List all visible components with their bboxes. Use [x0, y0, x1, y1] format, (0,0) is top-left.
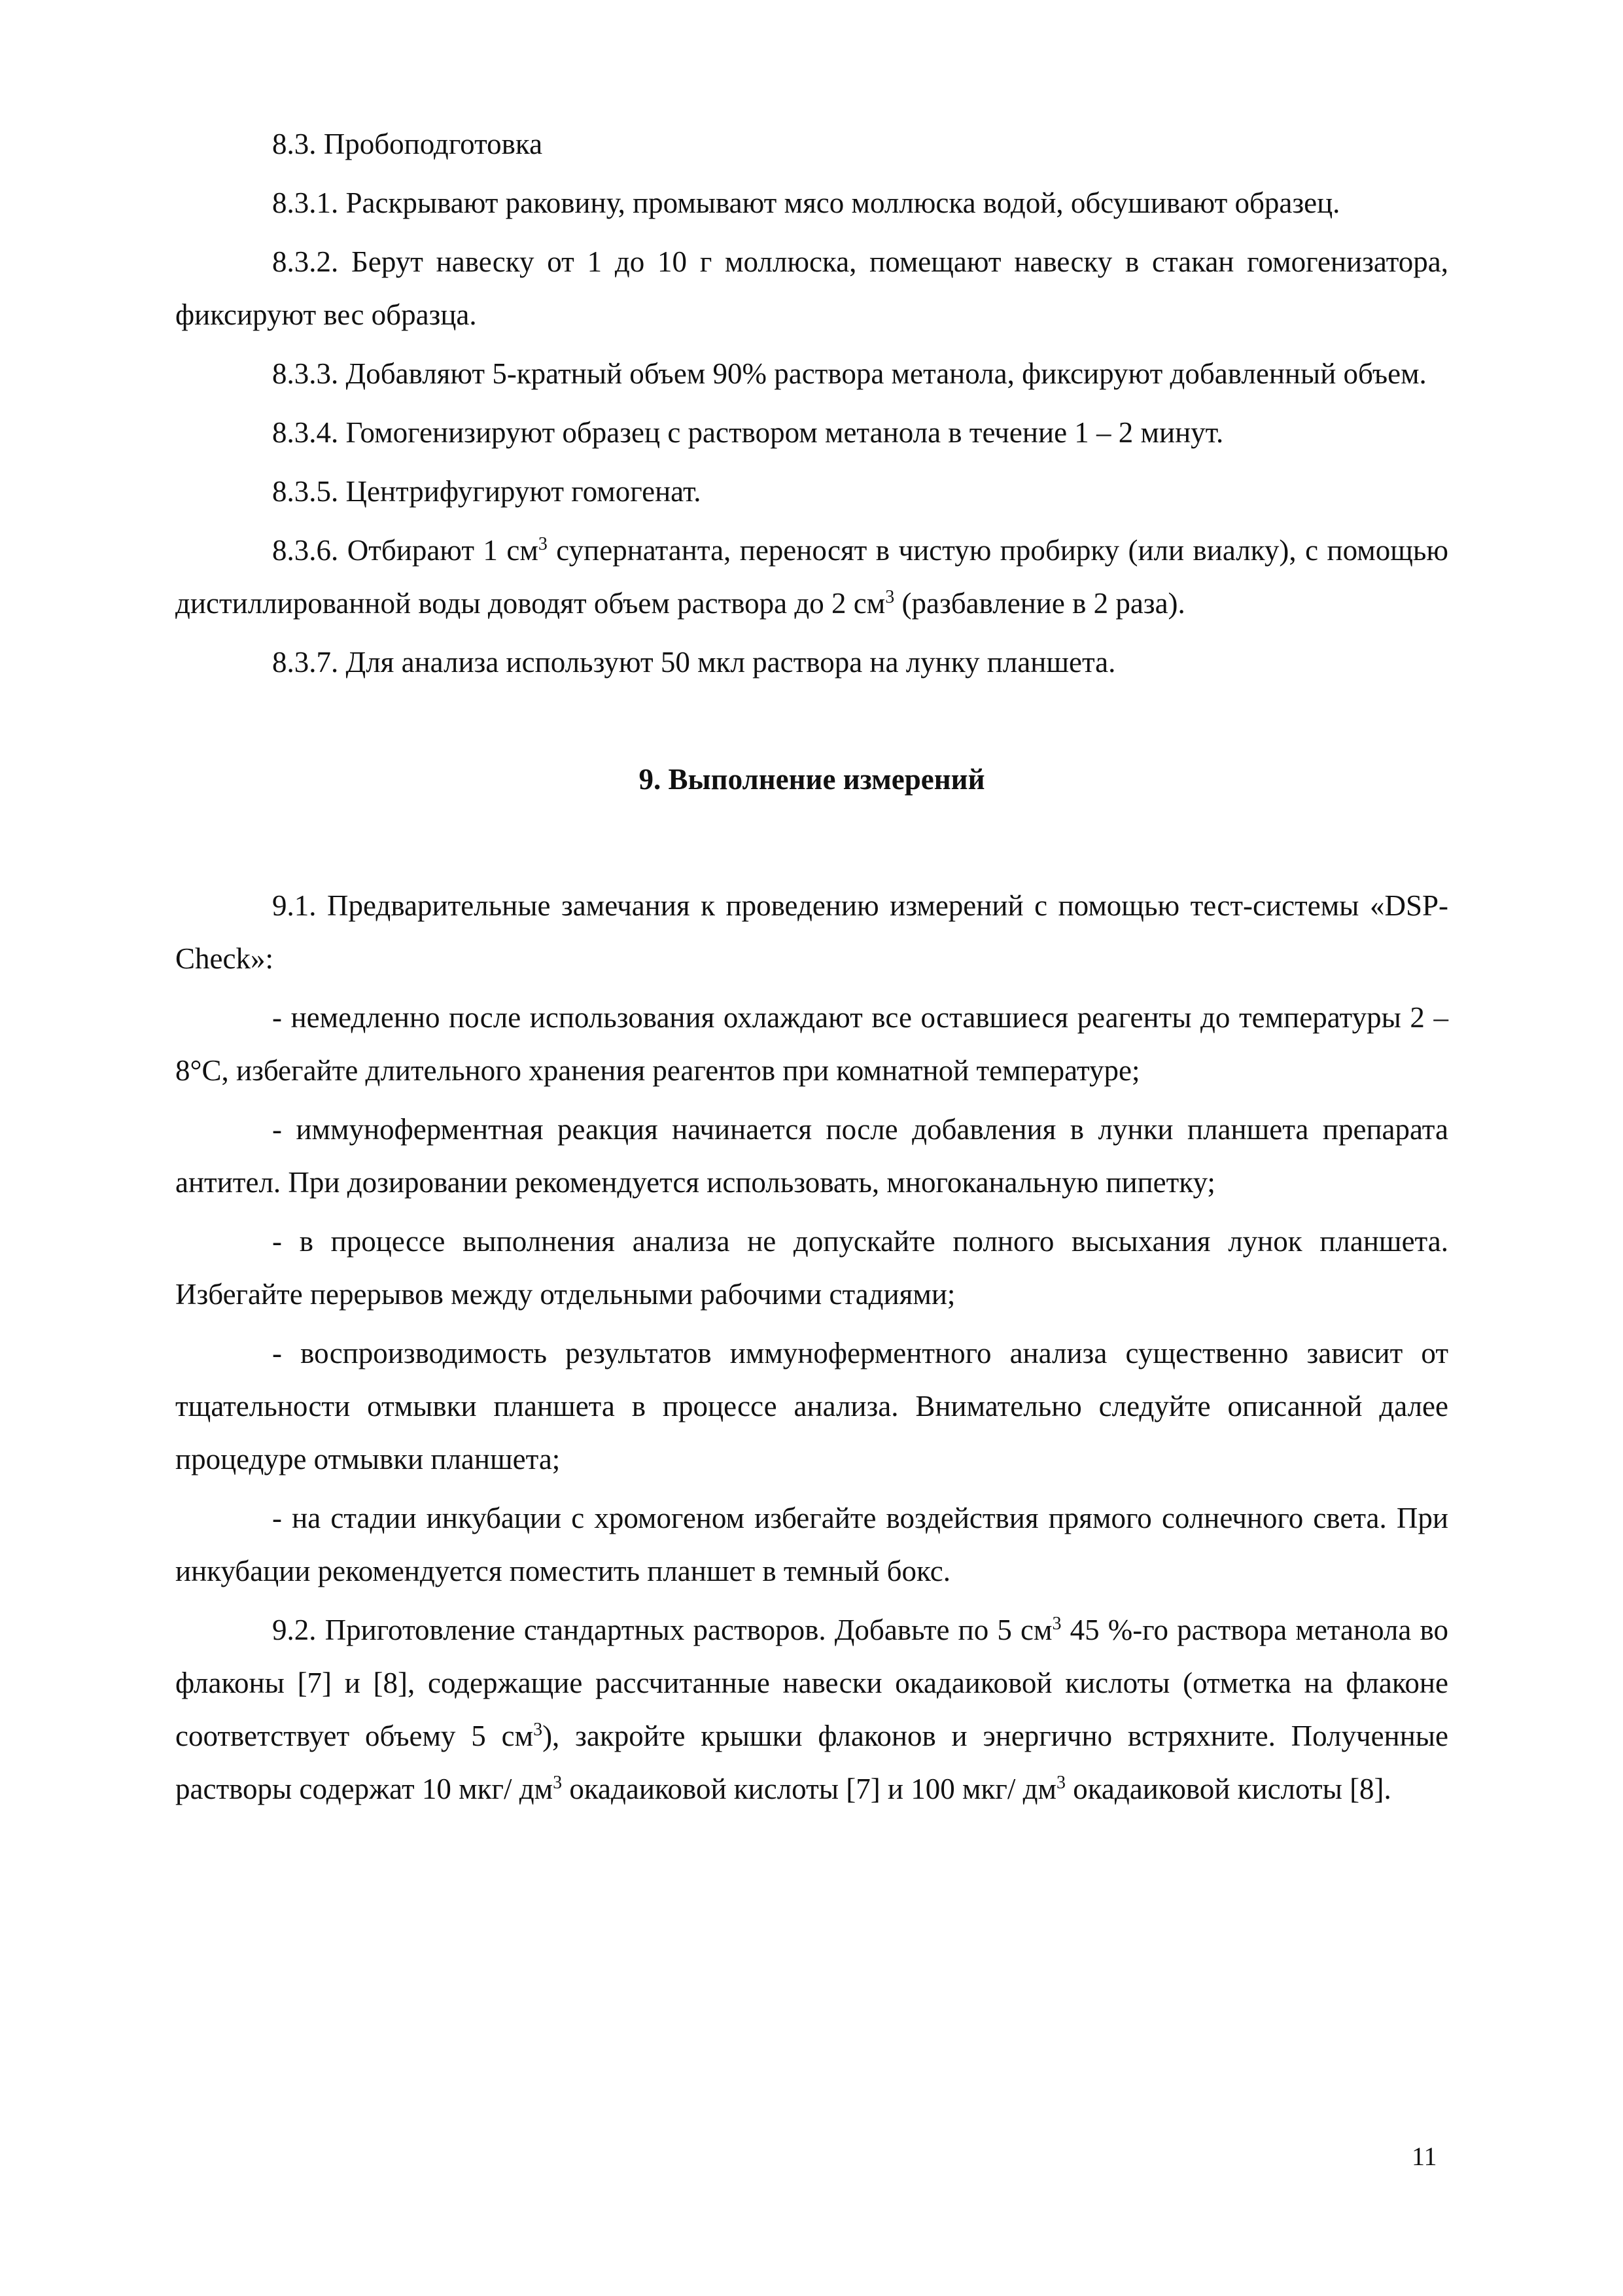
- paragraph-8-3-6: [175, 524, 1448, 630]
- bullet-item-3: - в процессе выполнения анализа не допускайте полного высыхания лунок планшета. Избегайте перерывов между отдельными рабочими стадиями;: [175, 1225, 1448, 1311]
- bullet-item-4: - воспроизводимость результатов иммуноферментного анализа существенно зависит от тщательности отмывки планшета в процессе анализа. Внимательно следуйте описанной далее процедуре отмывки планшета;: [175, 1337, 1448, 1475]
- paragraph-9-2-part-e: окадаиковой кислоты [8].: [1065, 1773, 1391, 1805]
- paragraph-8-3-4: 8.3.4. Гомогенизируют образец с раствором метанола в течение 1 – 2 минут.: [272, 416, 1224, 449]
- paragraph-8-3-6-part-c: (разбавление в 2 раза).: [894, 587, 1185, 620]
- paragraph-8-3-2: 8.3.2. Берут навеску от 1 до 10 г моллюска, помещают навеску в стакан гомогенизатора, фиксируют вес образца.: [175, 245, 1448, 331]
- page-number: 11: [1412, 2142, 1437, 2171]
- page-content: [175, 118, 1448, 1822]
- paragraph-9-2-part-c: ), закройте крышки флаконов и энергично встряхните. Полученные растворы содержат 10 мкг/ дм: [175, 1720, 1448, 1805]
- paragraph-8-3-6-part-a: 8.3.6. Отбирают 1 см: [272, 534, 538, 567]
- section-8-3-heading: 8.3. Пробоподготовка: [272, 128, 543, 160]
- paragraph-9-2-part-d: окадаиковой кислоты [7] и 100 мкг/ дм: [562, 1773, 1056, 1805]
- paragraph-9-2: [175, 1604, 1448, 1816]
- superscript-cubic-2: 3: [885, 587, 895, 607]
- superscript-cubic-1: 3: [538, 534, 548, 554]
- superscript-cubic-3: 3: [1052, 1614, 1062, 1634]
- superscript-cubic-6: 3: [1056, 1773, 1066, 1793]
- section-9-title: 9. Выполнение измерений: [638, 763, 985, 796]
- bullet-item-1: - немедленно после использования охлаждают все оставшиеся реагенты до температуры 2 – 8°С, избегайте длительного хранения реагентов при комнатной температуре;: [175, 1001, 1448, 1087]
- paragraph-9-1: 9.1. Предварительные замечания к проведению измерений с помощью тест-системы «DSP-Check»:: [175, 889, 1448, 975]
- paragraph-8-3-7: 8.3.7. Для анализа используют 50 мкл раствора на лунку планшета.: [272, 646, 1116, 679]
- superscript-cubic-4: 3: [533, 1720, 543, 1740]
- paragraph-9-2-part-a: 9.2. Приготовление стандартных растворов. Добавьте по 5 см: [272, 1614, 1053, 1646]
- bullet-item-2: - иммуноферментная реакция начинается после добавления в лунки планшета препарата антител. При дозировании рекомендуется использовать, многоканальную пипетку;: [175, 1113, 1448, 1199]
- paragraph-8-3-5: 8.3.5. Центрифугируют гомогенат.: [272, 475, 701, 508]
- superscript-cubic-5: 3: [553, 1773, 563, 1793]
- paragraph-8-3-6-part-b: супернатанта, переносят в чистую пробирку (или виалку), с помощью дистиллированной воды доводят объем раствора до 2 см: [175, 534, 1448, 620]
- paragraph-8-3-1: 8.3.1. Раскрывают раковину, промывают мясо моллюска водой, обсушивают образец.: [272, 186, 1340, 219]
- bullet-item-5: - на стадии инкубации с хромогеном избегайте воздействия прямого солнечного света. При инкубации рекомендуется поместить планшет в темный бокс.: [175, 1502, 1448, 1587]
- paragraph-8-3-3: 8.3.3. Добавляют 5-кратный объем 90% раствора метанола, фиксируют добавленный объем.: [272, 357, 1427, 390]
- paragraph-9-2-part-b: 45 %-го раствора метанола во флаконы [7] и [8], содержащие рассчитанные навески окадаиковой кислоты (отметка на флаконе соответствует объему 5 см: [175, 1614, 1448, 1752]
